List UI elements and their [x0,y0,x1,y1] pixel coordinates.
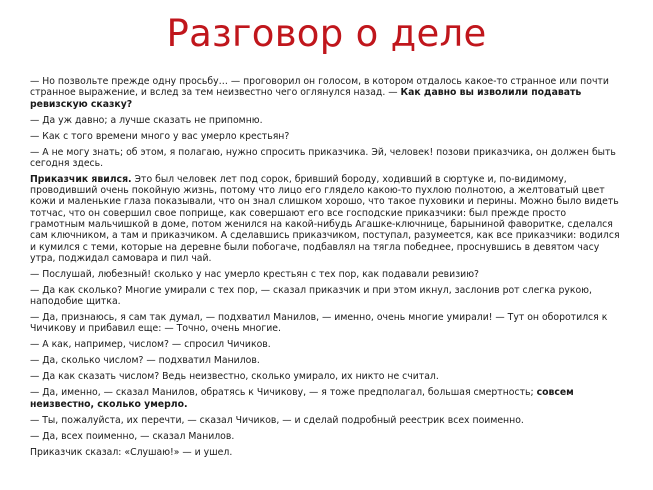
paragraph [30,447,624,458]
paragraph [30,147,624,170]
bold-text-run: Приказчик явился. [30,173,132,185]
bold-text-run: Как давно вы изволили подавать ревизскую сказку? [30,87,582,110]
paragraph [30,371,624,382]
text-run: — Послушай, любезный! сколько у нас умерло крестьян с тех пор, как подавали ревизию? [30,268,479,280]
text-run: — Да уж давно; а лучше сказать не припомню. [30,114,263,126]
text-run: — Но позвольте прежде одну просьбу… — проговорил он голосом, в котором отдалось какое-то странное или почти странное выражение, и вслед за тем неизвестно чего оглянулся назад. — [30,76,609,99]
paragraph [30,115,624,126]
text-run: — А не могу знать; об этом, я полагаю, нужно спросить приказчика. Эй, человек! позови приказчика, он должен быть сегодня здесь. [30,146,616,169]
paragraph [30,76,624,110]
paragraph [30,415,624,426]
paragraph [30,174,624,264]
paragraph [30,387,624,410]
paragraph [30,431,624,442]
text-run: — Как с того времени много у вас умерло крестьян? [30,130,290,142]
text-run: — Да, именно, — сказал Манилов, обратясь к Чичикову, — я тоже предполагал, большая смертность; [30,387,537,399]
text-run: — Да как сколько? Многие умирали с тех пор, — сказал приказчик и при этом икнул, заслонив рот слегка рукою, наподобие щитка. [30,284,592,308]
paragraph [30,269,624,280]
text-run: Приказчик сказал: «Слушаю!» — и ушел. [30,446,233,458]
text-body [30,76,624,463]
paragraph [30,339,624,350]
paragraph [30,355,624,366]
bold-text-run: совсем неизвестно, сколько умерло. [30,387,574,410]
text-run: Это был человек лет под сорок, бривший бороду, ходивший в сюртуке и, по-видимому, проводивший очень покойную жизнь, потому что лицо его глядело какою-то пухлою полнотою, а желтоватый цвет кожи и маленькие глаза показывали, что он знал слишком хорошо, что такое пуховики и перины. Можно было видеть тотчас, что он совершил свое поприще, как совершают его все господские приказчики: был прежде просто грамотным мальчишкой в доме, потом женился на какой-нибудь Агашке-ключнице, барыниной фаворитке, сделался сам ключником, а там и приказчиком. А сделавшись приказчиком, поступал, разумеется, как все приказчики: водился и кумился с теми, которые на деревне были побогаче, подбавлял на тягла победнее, проснувшись в девятом часу утра, поджидал самовара и пил чай. [30,173,620,264]
text-run: — А как, например, числом? — спросил Чичиков. [30,339,271,351]
paragraph [30,312,624,335]
slide-title: Разговор о деле [166,12,487,55]
text-run: — Да, всех поименно, — сказал Манилов. [30,430,235,442]
paragraph [30,285,624,308]
paragraph [30,131,624,142]
text-run: — Да, сколько числом? — подхватил Манилов. [30,355,260,367]
text-run: — Да как сказать числом? Ведь неизвестно, сколько умирало, их никто не считал. [30,371,439,383]
text-run: — Ты, пожалуйста, их перечти, — сказал Чичиков, — и сделай подробный реестрик всех поименно. [30,414,524,426]
text-run: — Да, признаюсь, я сам так думал, — подхватил Манилов, — именно, очень многие умирали! — Тут он оборотился к Чичикову и прибавил еще: — Точно, очень многие. [30,312,608,335]
